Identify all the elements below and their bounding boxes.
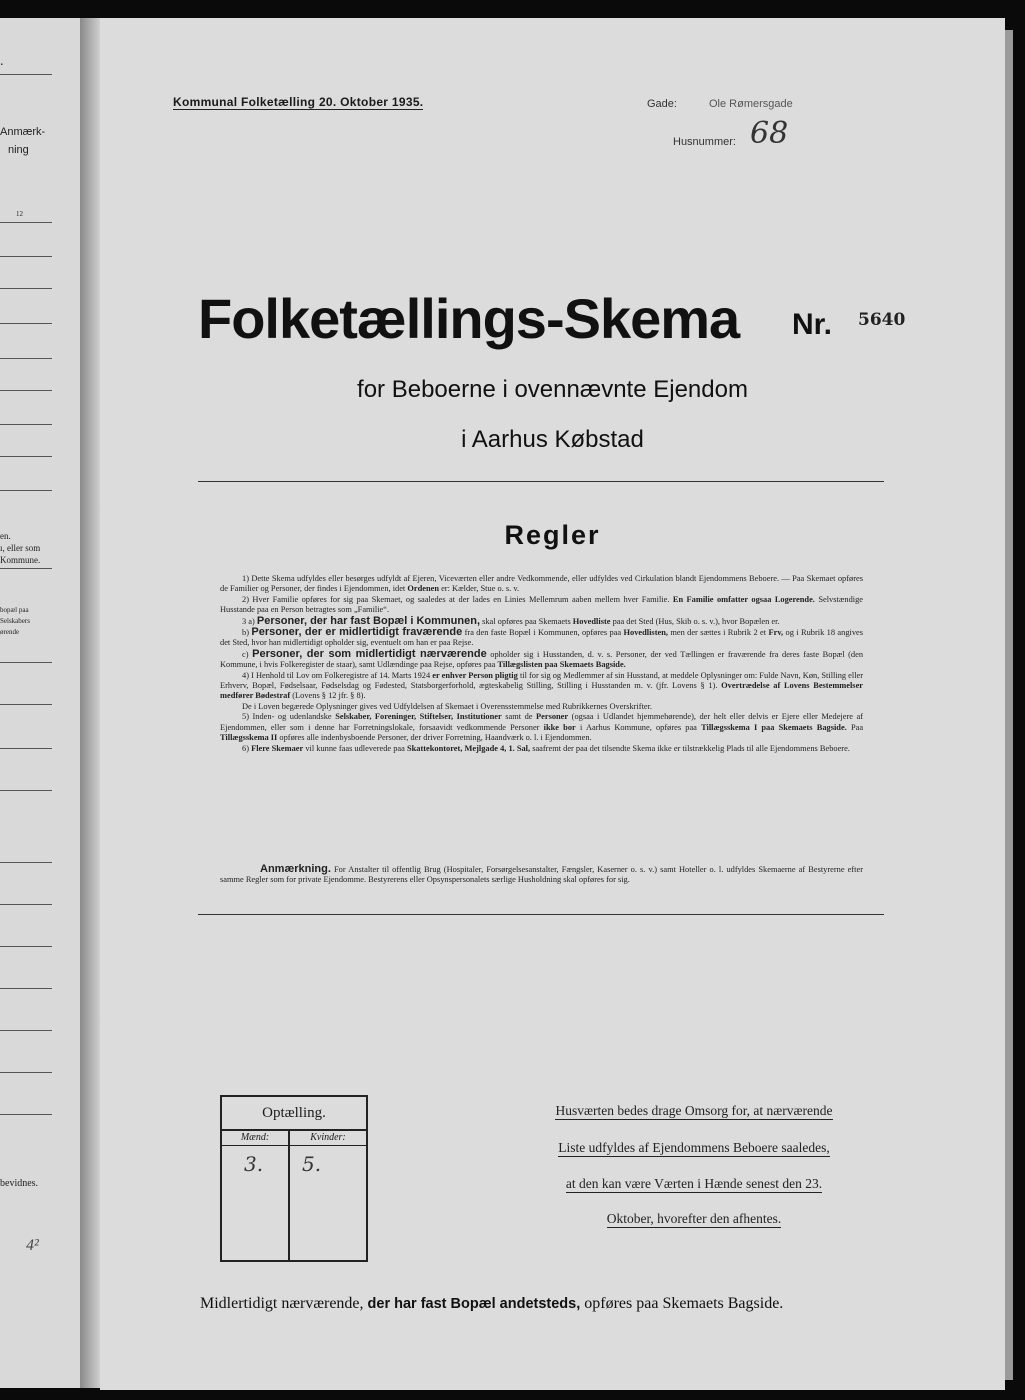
left-fragment-handwriting: 4² (26, 1237, 39, 1254)
divider (198, 914, 884, 915)
rule-3a: 3 a) Personer, der har fast Bopæl i Kommunen, skal opføres paa Skemaets Hovedliste paa det Sted (Hus, Skib o. s. v.), hvor Bopælen er. (242, 614, 780, 627)
kvinder-label: Kvinder: (290, 1131, 366, 1146)
gade-label: Gade: (647, 98, 677, 110)
notice-line-1: Husværten bedes drage Omsorg for, at nærværende (555, 1103, 833, 1118)
husnummer-value: 68 (750, 116, 789, 151)
rule-3b: b) Personer, der er midlertidigt fraværende fra den faste Bopæl i Kommunen, opføres paa Hovedlisten, men der sættes i Rubrik 2 et Frv, og i Rubrik 18 angives det Sted, hvor han midlertidigt opholder sig, eventuelt om han er paa Rejse. (220, 626, 864, 648)
maend-column (222, 1131, 290, 1260)
left-fragment-eller-som: ı, eller som (0, 543, 41, 553)
left-rule (0, 704, 52, 705)
left-rule (0, 862, 52, 863)
husnummer-label: Husnummer: (673, 136, 736, 148)
gade-value: Ole Rømersgade (709, 98, 793, 110)
left-rule (0, 790, 52, 791)
footer-note: Midlertidigt nærværende, der har fast Bopæl andetsteds, opføres paa Skemaets Bagside. (200, 1295, 784, 1312)
regler-heading: Regler (504, 520, 601, 550)
left-rule (0, 288, 52, 289)
rule-6: 6) Flere Skemaer vil kunne faas udleverede paa Skattekontoret, Mejlgade 4, 1. Sal, saafremt der paa det tilsendte Skema ikke er tilstrækkelig Plads til alle Ejendommens Beboere. (242, 743, 850, 753)
notice-line-4: Oktober, hvorefter den afhentes. (606, 1211, 782, 1226)
left-rule (0, 456, 52, 457)
left-rule (0, 568, 52, 569)
maend-label: Mænd: (222, 1131, 288, 1146)
rule-4: 4) I Henhold til Lov om Folkeregistre af 14. Marts 1924 er enhver Person pligtig til for sig og Medlemmer af sin Husstand, at meddele Oplysninger om: Fulde Navn, Køn, Stilling eller Erhverv, Bopæl, Fødselsaar, Fødselsdag og Fødested, Statsborgerforhold, ægteskabelig Stilling, Stilling i Husstanden m. v. (jfr. Lovens § 1). Overtrædelse af Lovens Bestemmelser medfører Bødestraf (Lovens § 12 jfr. § 8). (220, 670, 864, 701)
left-fragment-anmaerk: Anmærk- (0, 126, 46, 138)
left-rule (0, 1072, 52, 1073)
left-fragment-orende: ørende (0, 628, 20, 636)
left-fragment-12: 12 (16, 210, 23, 218)
left-rule (0, 1030, 52, 1031)
rule-3c: c) Personer, der som midlertidigt nærværende opholder sig i Husstanden, d. v. s. Personer, der ved Tællingen er fraværende fra deres faste Bopæl (den Kommune, i hvis Folkeregister de staar), samt Udlændinge paa Rejse, opføres paa Tillægslisten paa Skemaets Bagside. (220, 647, 864, 670)
left-rule (0, 74, 52, 75)
left-rule (0, 323, 52, 324)
left-rule (0, 662, 52, 663)
anmaerkning-label: Anmærkning. (260, 863, 331, 875)
left-rule (0, 490, 52, 491)
left-fragment-bevidnes: bevidnes. (0, 1178, 39, 1189)
rules-text (220, 574, 863, 754)
left-fragment-bopael: bopæl paa (0, 606, 29, 614)
optaelling-title: Optælling. (222, 1097, 366, 1131)
maend-value: 3. (244, 1152, 264, 1176)
left-rule (0, 904, 52, 905)
census-header: Kommunal Folketælling 20. Oktober 1935. (173, 95, 424, 109)
notice-line-2: Liste udfyldes af Ejendommens Beboere saaledes, (558, 1140, 830, 1155)
left-rule (0, 222, 52, 223)
subtitle-beboerne: for Beboerne i ovennævnte Ejendom (357, 376, 748, 403)
left-rule (0, 390, 52, 391)
notice-line-3: at den kan være Værten i Hænde senest den 23. (565, 1176, 823, 1191)
divider (198, 481, 884, 482)
left-rule (0, 1114, 52, 1115)
anmaerkning-body: For Anstalter til offentlig Brug (Hospitaler, Forsørgelsesanstalter, Fængsler, Kaserner o. s. v.) samt Hoteller o. l. udfyldes Skemaerne af Bestyrerne efter samme Regler som for private Ejendomme. Bestyrerens eller Opsynspersonalets særlige Husholdning skal opføres for sig. (220, 865, 864, 885)
left-fragment-ning: ning (8, 144, 29, 156)
left-rule (0, 748, 52, 749)
kvinder-value: 5. (302, 1152, 322, 1176)
left-rule (0, 256, 52, 257)
subtitle-aarhus: i Aarhus Købstad (461, 426, 644, 453)
left-fragment-en: en. (0, 531, 11, 541)
form-nr-label: Nr. (792, 308, 833, 341)
rule-4-continued: De i Loven begærede Oplysninger gives ved Udfyldelsen af Skemaet i Overensstemmelse med Rubrikkernes Overskrifter. (242, 701, 653, 711)
left-rule (0, 946, 52, 947)
page-edge (1005, 30, 1013, 1380)
rule-1: 1) Dette Skema udfyldes eller besørges udfyldt af Ejeren, Viceværten eller andre Vedkommende, eller udfyldes ved Cirkulation blandt Ejendommens Beboere. — Paa Skemaet opføres de Familier og Personer, der findes i Ejendommen, idet Ordenen er: Kælder, Stue o. s. v. (220, 574, 863, 594)
left-rule (0, 988, 52, 989)
kvinder-column (290, 1131, 366, 1260)
left-page-fragment (0, 18, 80, 1388)
left-rule (0, 424, 52, 425)
anmaerkning-text (220, 864, 863, 886)
form-title: Folketællings-Skema (198, 287, 740, 350)
left-fragment-dot: . (0, 54, 4, 69)
left-rule (0, 358, 52, 359)
rule-5: 5) Inden- og udenlandske Selskaber, Foreninger, Stiftelser, Institutioner samt de Personer (ogsaa i Udlandet hjemmehørende), der helt eller delvis er Ejere eller Medejere af Ejendommen, eller som i denne har Forretningslokale, forsaavidt vedkommende Personer ikke bor i Aarhus Kommune, opføres paa Tillægsskema I paa Skemaets Bagside. Paa Tillægsskema II opføres alle indenbysboende Personer, der driver Forretning, Haandværk o. l. i Ejendommen. (220, 712, 864, 743)
rule-2: 2) Hver Familie opføres for sig paa Skemaet, og saaledes at der lades en Linies Mellemrum aaben mellem hver Familie. En Familie omfatter ogsaa Logerende. Selvstændige Husstande paa en Person betragtes som „Familie“. (220, 594, 864, 615)
left-fragment-selskabers: Selskabers (0, 617, 30, 625)
binding-gutter (80, 18, 100, 1388)
form-nr-value: 5640 (858, 310, 906, 330)
left-fragment-kommune: Kommune. (0, 555, 41, 565)
census-form-page (100, 18, 1005, 1390)
optaelling-box (220, 1095, 368, 1262)
